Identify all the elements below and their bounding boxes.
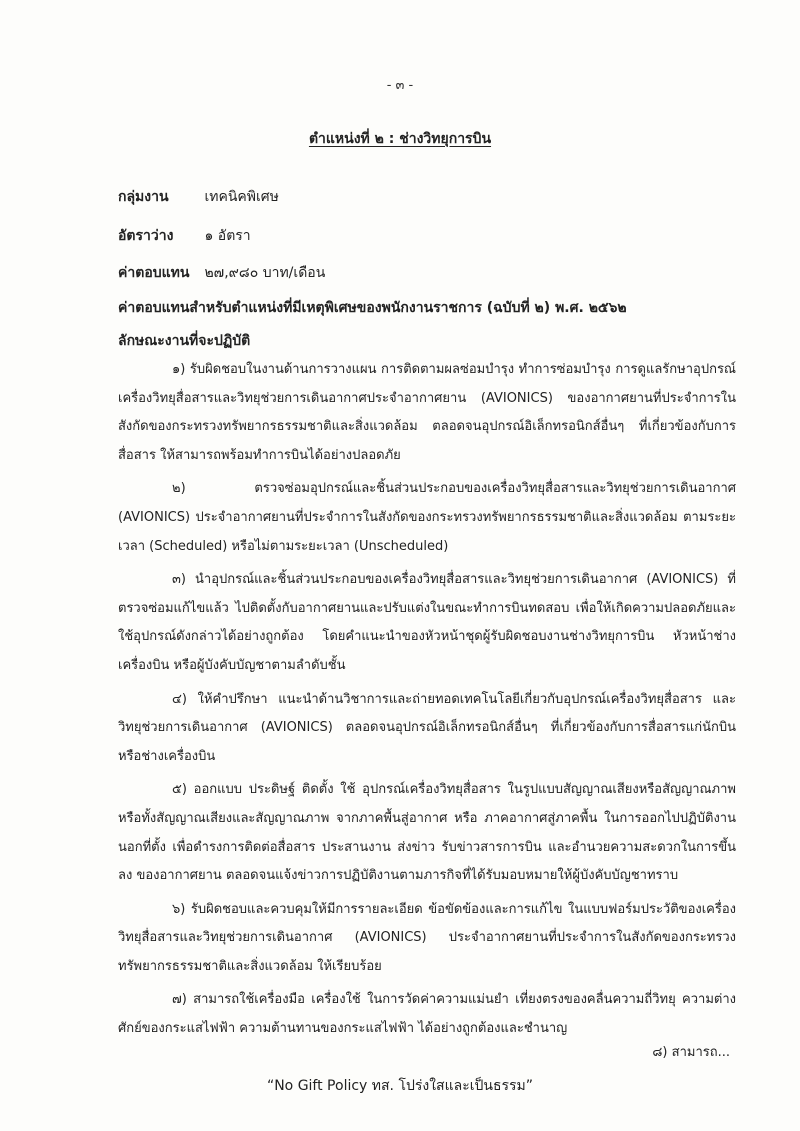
duty-item: ๒) ตรวจซ่อมอุปกรณ์และชิ้นส่วนประกอบของเครื่องวิทยุสื่อสารและวิทยุช่วยการเดินอากาศ (AVIONICS) ประจำอากาศยานที่ประจำการในสังกัดของกระทรวงทรัพยากรธรรมชาติและสิ่งแวดล้อม ตามระยะเวลา (Scheduled) หรือไม่ตามระยะเวลา (Unscheduled)	[118, 481, 736, 554]
duty-item: ๖) รับผิดชอบและควบคุมให้มีการรายละเอียด ข้อขัดข้องและการแก้ไข ในแบบฟอร์มประวัติของเครื่องวิทยุสื่อสารและวิทยุช่วยการเดินอากาศ (AVIONICS) ประจำอากาศยานที่ประจำการในสังกัดของกระทรวงทรัพยากรธรรมชาติและสิ่งแวดล้อม ให้เรียบร้อย	[118, 901, 736, 974]
info-row-vacancy	[118, 225, 251, 247]
duties-list	[118, 356, 736, 1049]
continuation-text: ๘) สามารถ...	[652, 1045, 730, 1060]
info-row-compensation	[118, 262, 325, 284]
duty-item: ๔) ให้คำปรึกษา แนะนำด้านวิชาการและถ่ายทอดเทคโนโลยีเกี่ยวกับอุปกรณ์เครื่องวิทยุสื่อสาร และวิทยุช่วยการเดินอากาศ (AVIONICS) ตลอดจนอุปกรณ์อิเล็กทรอนิกส์อื่นๆ ที่เกี่ยวข้องกับการสื่อสารแก่นักบิน หรือช่างเครื่องบิน	[118, 691, 736, 764]
info-label: ค่าตอบแทน	[118, 265, 190, 281]
info-label: อัตราว่าง	[118, 228, 174, 244]
info-label: กลุ่มงาน	[118, 189, 169, 205]
duties-heading: ลักษณะงานที่จะปฏิบัติ	[118, 333, 251, 349]
position-heading-text: ตำแหน่งที่ ๒ : ช่างวิทยุการบิน	[308, 131, 492, 147]
info-row-group	[118, 186, 279, 208]
footer-slogan: “No Gift Policy ทส. โปร่งใสและเป็นธรรม”	[266, 1078, 534, 1094]
info-value: เทคนิคพิเศษ	[204, 189, 279, 205]
position-heading	[0, 128, 800, 150]
info-value: ๑ อัตรา	[204, 228, 251, 244]
special-compensation-line: ค่าตอบแทนสำหรับตำแหน่งที่มีเหตุพิเศษของพนักงานราชการ (ฉบับที่ ๒) พ.ศ. ๒๕๖๒	[118, 300, 627, 316]
duty-item: ๕) ออกแบบ ประดิษฐ์ ติดตั้ง ใช้ อุปกรณ์เครื่องวิทยุสื่อสาร ในรูปแบบสัญญาณเสียงหรือสัญญาณภาพ หรือทั้งสัญญาณเสียงและสัญญาณภาพ จากภาคพื้นสู่อากาศ หรือ ภาคอากาศสู่ภาคพื้น ในการออกไปปฏิบัติงานนอกที่ตั้ง เพื่อดำรงการติดต่อสื่อสาร ประสานงาน ส่งข่าว รับข่าวสารการบิน และอำนวยความสะดวกในการขึ้น ลง ของอากาศยาน ตลอดจนแจ้งข่าวการปฏิบัติงานตามภารกิจที่ได้รับมอบหมายให้ผู้บังคับบัญชาทราบ	[118, 782, 736, 884]
page-number: - ๓ -	[386, 78, 414, 93]
info-value: ๒๗,๙๘๐ บาท/เดือน	[204, 265, 326, 281]
duty-item: ๓) นำอุปกรณ์และชิ้นส่วนประกอบของเครื่องวิทยุสื่อสารและวิทยุช่วยการเดินอากาศ (AVIONICS) ที่ตรวจซ่อมแก้ไขแล้ว ไปติดตั้งกับอากาศยานและปรับแต่งในขณะทำการบินทดสอบ เพื่อให้เกิดความปลอดภัยและใช้อุปกรณ์ดังกล่าวได้อย่างถูกต้อง โดยคำแนะนำของหัวหน้าชุดผู้รับผิดชอบงานช่างวิทยุการบิน หัวหน้าช่างเครื่องบิน หรือผู้บังคับบัญชาตามลำดับชั้น	[118, 572, 736, 673]
duty-item: ๗) สามารถใช้เครื่องมือ เครื่องใช้ ในการวัดค่าความแม่นยำ เที่ยงตรงของคลื่นความถี่วิทยุ ความต่างศักย์ของกระแสไฟฟ้า ความต้านทานของกระแสไฟฟ้า ได้อย่างถูกต้องและชำนาญ	[118, 992, 736, 1037]
duty-item: ๑) รับผิดชอบในงานด้านการวางแผน การติดตามผลซ่อมบำรุง ทำการซ่อมบำรุง การดูแลรักษาอุปกรณ์เครื่องวิทยุสื่อสารและวิทยุช่วยการเดินอากาศประจำอากาศยาน (AVIONICS) ของอากาศยานที่ประจำการในสังกัดของกระทรวงทรัพยากรธรรมชาติและสิ่งแวดล้อม ตลอดจนอุปกรณ์อิเล็กทรอนิกส์อื่นๆ ที่เกี่ยวข้องกับการสื่อสาร ให้สามารถพร้อมทำการบินได้อย่างปลอดภัย	[118, 362, 736, 463]
